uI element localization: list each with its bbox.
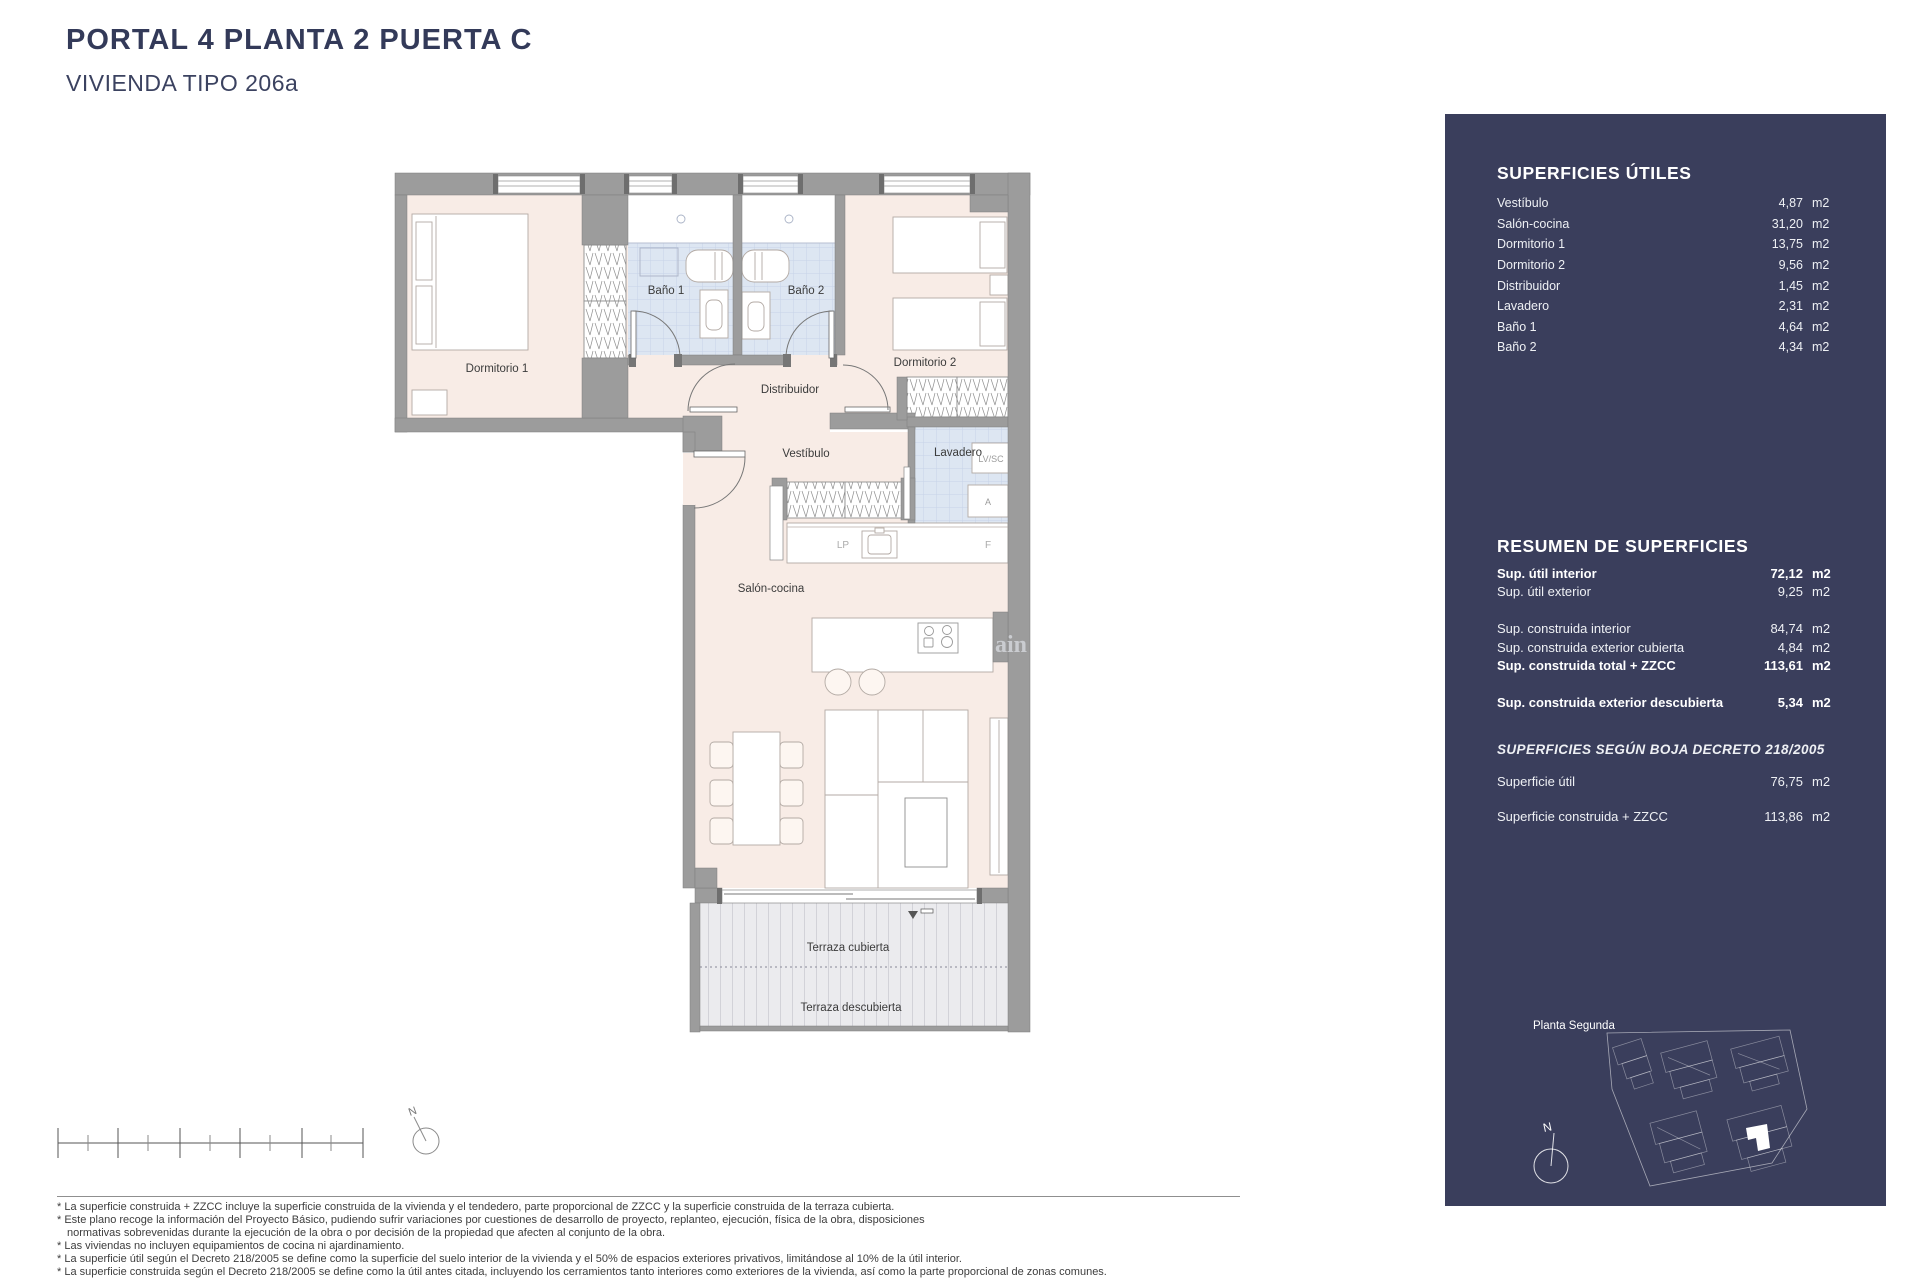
table-row: Sup. útil interior 72,12 m2 <box>1497 565 1831 581</box>
surface-summary-panel <box>1445 114 1886 1206</box>
page-subtitle: VIVIENDA TIPO 206a <box>66 70 299 96</box>
sidebar-north-compass <box>1534 1119 1568 1183</box>
planta-segunda-label: Planta Segunda <box>1533 1020 1615 1032</box>
table-row: Sup. construida exterior cubierta 4,84 m2 <box>1497 639 1831 655</box>
coffee-table <box>905 798 947 867</box>
footnote-line: * La superficie construida según el Decreto 218/2005 se define como la útil antes citada, incluyendo los cerramientos tanto interiores como exteriores de la vivienda, así como la parte proporcional de zonas comunes. <box>57 1266 1107 1279</box>
site-buildings <box>1613 1036 1796 1175</box>
boja-title: SUPERFICIES SEGÚN BOJA DECRETO 218/2005 <box>1497 742 1825 757</box>
label-bano-1: Baño 1 <box>647 285 685 297</box>
label-dormitorio-1: Dormitorio 1 <box>465 363 529 375</box>
table-row: Sup. útil exterior 9,25 m2 <box>1497 584 1831 600</box>
vestibulo-door-panel <box>770 486 783 560</box>
label-lp: LP <box>836 540 850 551</box>
footnote-line: * Las viviendas no incluyen equipamientos de cocina ni ajardinamiento. <box>57 1240 405 1253</box>
watermark-text: ain <box>994 632 1028 658</box>
footnote-line: * La superficie construida + ZZCC incluye la superficie construida de la vivienda y el tendedero, parte proporcional de ZZCC y la superficie construida de la terraza cubierta. <box>57 1201 895 1213</box>
label-vestibulo: Vestíbulo <box>782 448 830 460</box>
table-row: Dormitorio 1 13,75 m2 <box>1497 237 1830 252</box>
lavadero-slider-panel <box>904 467 910 519</box>
page-title: PORTAL 4 PLANTA 2 PUERTA C <box>66 24 533 56</box>
table-row: Sup. construida interior 84,74 m2 <box>1497 620 1831 636</box>
label-terraza-cubierta: Terraza cubierta <box>806 942 890 954</box>
table-row: Dormitorio 2 9,56 m2 <box>1497 258 1830 273</box>
label-dormitorio-2: Dormitorio 2 <box>893 357 957 369</box>
footnotes <box>57 1201 1457 1280</box>
kitchen-counter <box>787 523 1008 563</box>
scale-bar <box>58 1128 363 1158</box>
sidebar-north-label: N <box>1541 1119 1554 1135</box>
entrance-door-leaf <box>694 451 745 457</box>
entrance-opening <box>683 453 695 505</box>
label-f: F <box>984 540 992 551</box>
tv-sideboard <box>990 718 1008 875</box>
label-salon-cocina: Salón-cocina <box>737 583 805 595</box>
north-label: N <box>406 1104 419 1119</box>
label-distribuidor: Distribuidor <box>760 384 820 396</box>
label-terraza-descubierta: Terraza descubierta <box>800 1002 902 1014</box>
table-row: Distribuidor 1,45 m2 <box>1497 278 1830 293</box>
table-row: Baño 1 4,64 m2 <box>1497 319 1830 334</box>
table-row: Superficie útil 76,75 m2 <box>1497 773 1831 789</box>
table-row: Sup. construida exterior descubierta 5,34 m2 <box>1497 694 1831 710</box>
table-row: Lavadero 2,31 m2 <box>1497 299 1830 314</box>
label-lavadero: Lavadero <box>934 447 982 459</box>
superficies-utiles-title: SUPERFICIES ÚTILES <box>1497 163 1692 183</box>
label-bano-2: Baño 2 <box>787 285 825 297</box>
footnote-line: normativas sobrevenidas durante la ejecución de la obra o por decisión de la propiedad que afecten al conjunto de la obra. <box>67 1227 666 1240</box>
footnote-line: * Este plano recoge la información del Proyecto Básico, pudiendo sufrir variaciones por cuestiones de desarrollo de proyecto, replanteo, ejecución, física de la obra, disposiciones <box>57 1214 925 1227</box>
footer-divider <box>57 1196 1240 1197</box>
label-lvsc: LV/SC <box>978 454 1004 464</box>
table-row: Vestíbulo 4,87 m2 <box>1497 196 1830 211</box>
north-compass <box>407 1105 439 1154</box>
table-row: Salón-cocina 31,20 m2 <box>1497 216 1830 231</box>
site-plan-minimap <box>1445 114 1886 1206</box>
highlighted-unit <box>1746 1124 1770 1151</box>
label-a: A <box>984 497 992 507</box>
site-boundary <box>1607 1030 1807 1186</box>
resumen-title: RESUMEN DE SUPERFICIES <box>1497 536 1749 556</box>
table-row: Superficie construida + ZZCC 113,86 m2 <box>1497 808 1831 824</box>
table-row: Baño 2 4,34 m2 <box>1497 340 1830 355</box>
table-row: Sup. construida total + ZZCC 113,61 m2 <box>1497 658 1831 674</box>
dining-table <box>710 732 803 845</box>
footnote-line: * La superficie útil según el Decreto 218/2005 se define como la superficie del suelo interior de la vivienda y el 50% de espacios exteriores privativos, limitándose al 10% de la útil interior. <box>57 1253 962 1266</box>
